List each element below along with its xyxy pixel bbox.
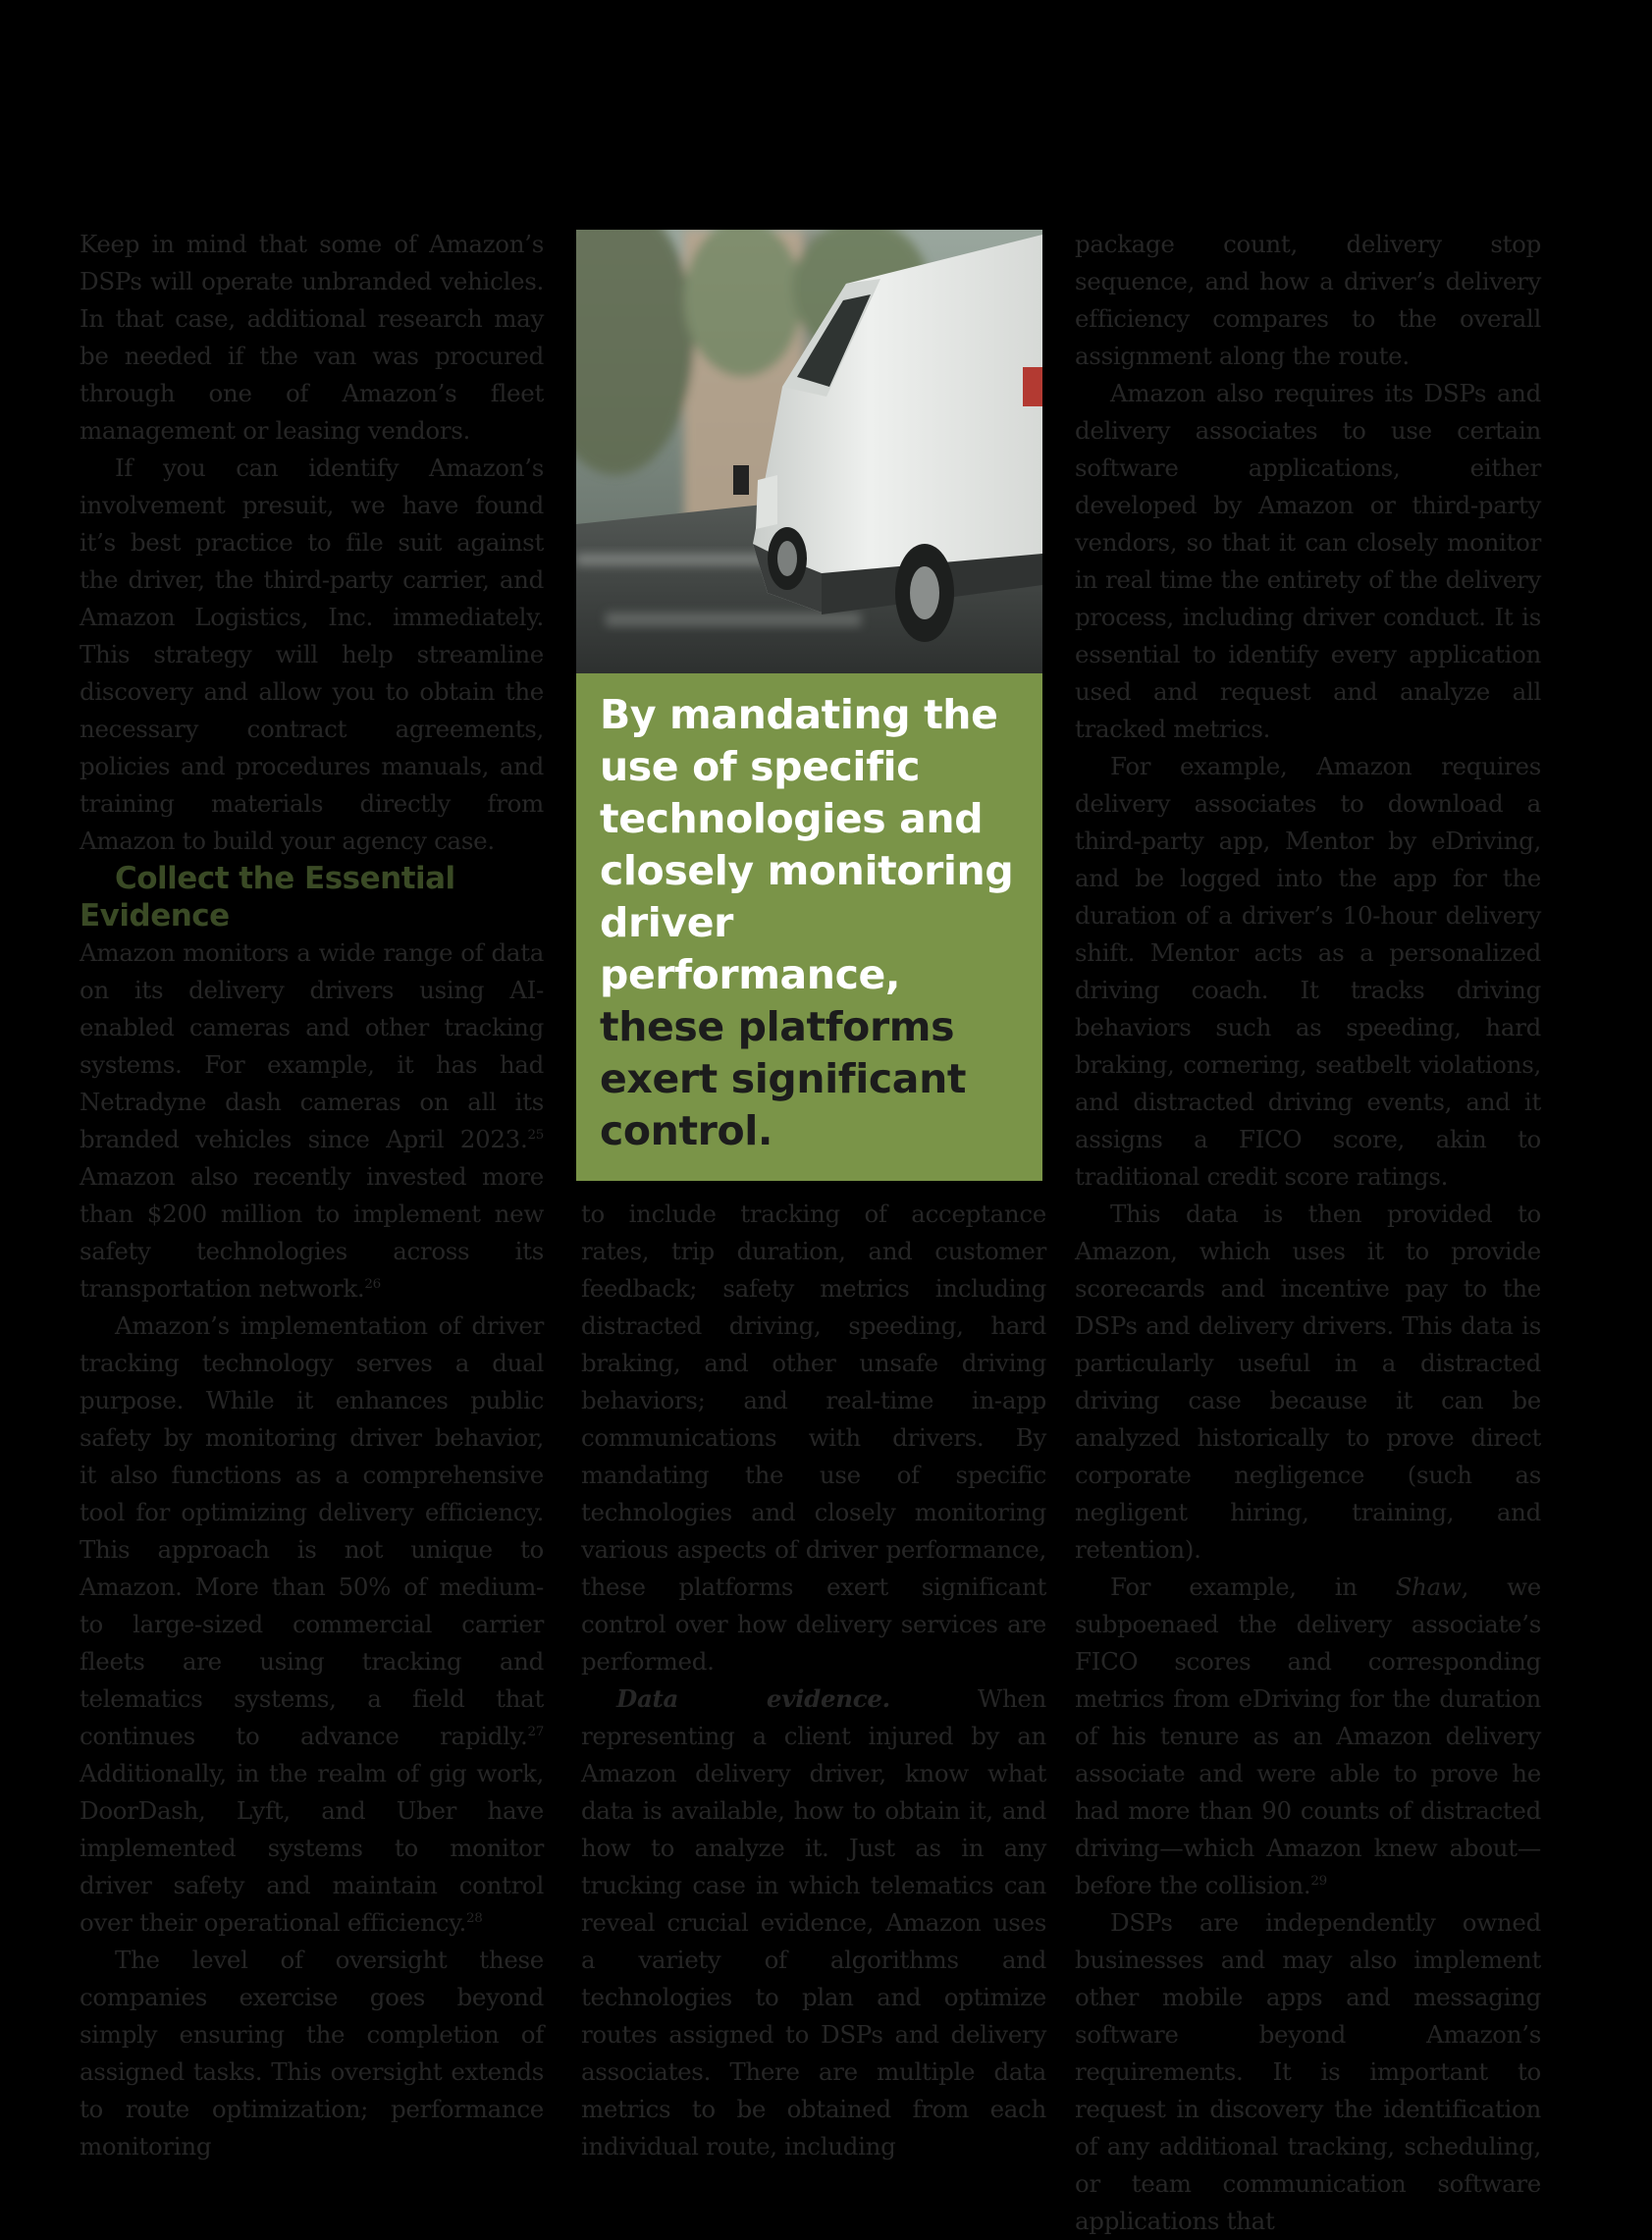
pull-quote-box <box>576 673 1042 1181</box>
paragraph: Keep in mind that some of Amazon’s DSPs will operate unbranded vehicles. In that case, additional research may be needed if the van was procured through one of Amazon’s fleet management or leasing vendors. <box>80 230 544 445</box>
paragraph: Data evidence. When representing a client injured by an Amazon delivery driver, know what data is available, how to obtain it, and how to analyze it. Just as in any trucking case in which telematics can reveal crucial evidence, Amazon uses a variety of algorithms and technologies to plan and optimize routes assigned to DSPs and delivery associates. There are multiple data metrics to be obtained from each individual route, including <box>581 1684 1046 2160</box>
delivery-van-photo <box>576 230 1042 673</box>
pull-quote-dark: these platforms exert significant control. <box>600 1003 967 1154</box>
footnote-ref: 25 <box>527 1126 544 1143</box>
paragraph: DSPs are independently owned businesses and may also implement other mobile apps and messaging software beyond Amazon’s requirements. It is important to request in discovery the identification of any additional tracking, scheduling, or team communication software applications that <box>1075 1908 1541 2235</box>
paragraph: This data is then provided to Amazon, which uses it to provide scorecards and incentive pay to the DSPs and delivery drivers. This data is particularly useful in a distracted driving case because it can be analyzed historically to prove direct corporate negligence (such as negligent hiring, training, and retention). <box>1075 1200 1541 1564</box>
paragraph: to include tracking of acceptance rates, trip duration, and customer feedback; safety metrics including distracted driving, speeding, hard braking, and other unsafe driving behaviors; and real-time in-app communications with drivers. By mandating the use of specific technologies and closely monitoring various aspects of driver performance, these platforms exert significant control over how delivery services are performed. <box>581 1200 1046 1676</box>
column-3 <box>1075 226 1541 2240</box>
footnote-ref: 28 <box>465 1909 483 1926</box>
footnote-ref: 27 <box>527 1723 544 1739</box>
run-in-heading: Data evidence. <box>616 1684 890 1713</box>
pull-quote <box>600 689 1017 1157</box>
case-name: Shaw <box>1395 1573 1462 1601</box>
section-heading: Collect the Essential Evidence <box>80 861 455 933</box>
footnote-ref: 26 <box>364 1275 381 1292</box>
paragraph: If you can identify Amazon’s involvement presuit, we have found it’s best practice to file suit against the driver, the third-party carrier, and Amazon Logistics, Inc. immediately. This strategy will help streamline discovery and allow you to obtain the necessary contract agreements, policies and procedures manuals, and training materials directly from Amazon to build your agency case. <box>80 453 544 855</box>
paragraph: The level of oversight these companies exercise goes beyond simply ensuring the completion of assigned tasks. This oversight extends to route optimization; performance monitoring <box>80 1946 544 2160</box>
paragraph: For example, Amazon requires delivery associates to download a third-party app, Mentor by eDriving, and be logged into the app for the duration of a driver’s 10-hour delivery shift. Mentor acts as a personalized driving coach. It tracks driving behaviors such as speeding, hard braking, cornering, seatbelt violations, and distracted driving events, and it assigns a FICO score, akin to traditional credit score ratings. <box>1075 752 1541 1191</box>
paragraph: package count, delivery stop sequence, and how a driver’s delivery efficiency compares to the overall assignment along the route. <box>1075 230 1541 370</box>
footnote-ref: 29 <box>1310 1872 1327 1889</box>
paragraph: Amazon’s implementation of driver tracking technology serves a dual purpose. While it enhances public safety by monitoring driver behavior, it also functions as a comprehensive tool for optimizing delivery efficiency. This approach is not unique to Amazon. More than 50% of medium- to large-sized commercial carrier fleets are using tracking and telematics systems, a field that continues to advance rapidly.$^{27}$ Additionally, in the realm of gig work, DoorDash, Lyft, and Uber have implemented systems to monitor driver safety and maintain control over their operational efficiency.$^{28}$ <box>80 1311 544 1937</box>
paragraph: Amazon also requires its DSPs and delivery associates to use certain software applications, either developed by Amazon or third-party vendors, so that it can closely monitor in real time the entirety of the delivery process, including driver conduct. It is essential to identify every application used and request and analyze all tracked metrics. <box>1075 379 1541 743</box>
paragraph: Amazon monitors a wide range of data on its delivery drivers using AI-enabled cameras and other tracking systems. For example, it has had Netradyne dash cameras on all its branded vehicles since April 2023.25 Amazon also recently invested more than $200 million to implement new safety technologies across its transportation network.$^{26}$ <box>80 938 544 1303</box>
pull-quote-light: By mandating the use of specific technologies and closely monitoring driver performance, <box>600 691 1014 998</box>
paragraph: For example, in Shaw, we subpoenaed the delivery associate’s FICO scores and corresponding metrics from eDriving for the duration of his tenure as an Amazon delivery associate and were able to prove he had more than 90 counts of distracted driving—which Amazon knew about—before the collision.$^{29}$ <box>1075 1573 1541 1899</box>
column-2 <box>581 1196 1046 2165</box>
column-1 <box>80 226 544 2165</box>
